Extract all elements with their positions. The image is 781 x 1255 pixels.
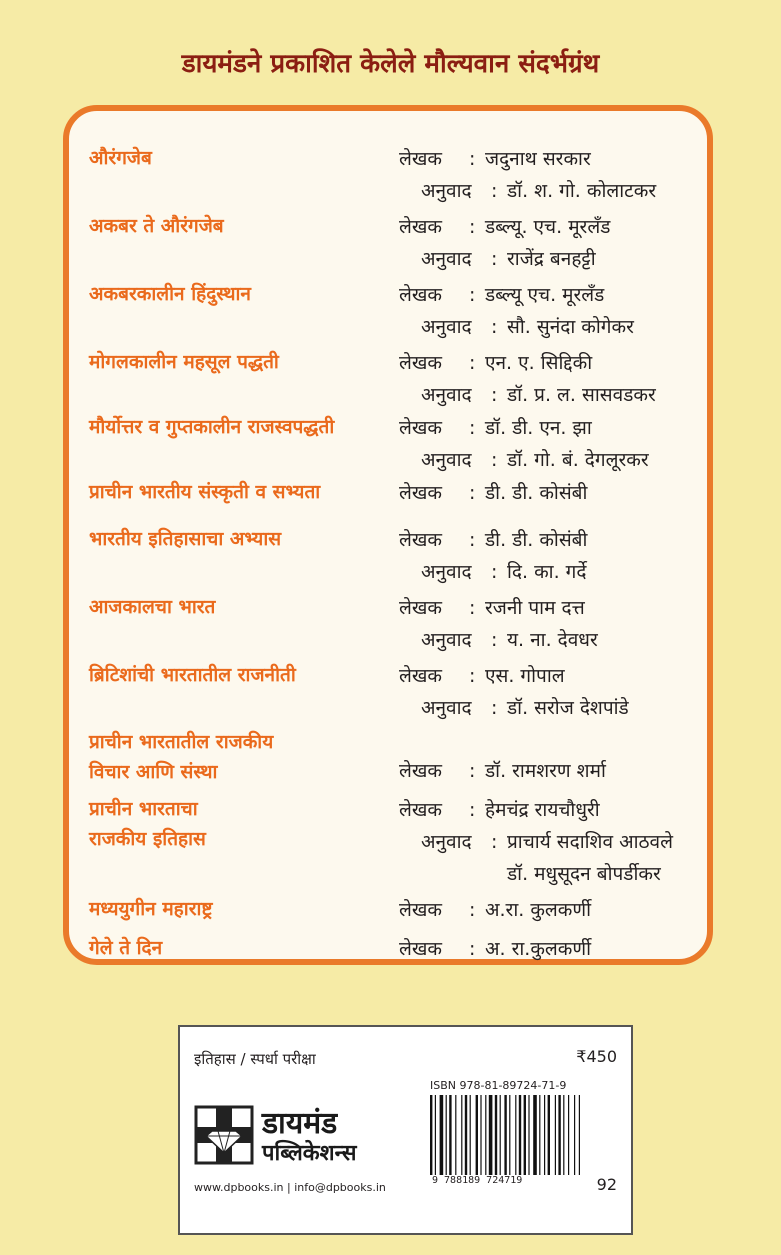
book-title-line: मध्ययुगीन महाराष्ट्र bbox=[89, 898, 213, 920]
credit-name: दि. का. गर्दे bbox=[507, 561, 587, 583]
credit-name: डॉ. गो. बं. देगलूरकर bbox=[507, 449, 649, 471]
credit-name: डॉ. श. गो. कोलाटकर bbox=[507, 180, 657, 202]
credit-row bbox=[399, 826, 719, 858]
barcode-bar bbox=[524, 1095, 526, 1175]
credit-name: डब्ल्यू एच. मूरलँड bbox=[485, 284, 605, 306]
book-title-line: मोगलकालीन महसूल पद्धती bbox=[89, 351, 279, 373]
credit-role: अनुवाद bbox=[421, 180, 472, 202]
book-credits bbox=[399, 279, 719, 343]
credit-row bbox=[399, 347, 719, 379]
credit-row bbox=[399, 794, 719, 826]
book-title-line: अकबरकालीन हिंदुस्थान bbox=[89, 283, 251, 305]
barcode-bar bbox=[539, 1095, 540, 1175]
credit-row bbox=[399, 624, 719, 656]
credit-separator: : bbox=[491, 629, 498, 651]
credit-separator: : bbox=[469, 417, 476, 439]
barcode-bar bbox=[430, 1095, 432, 1175]
credit-name: डॉ. प्र. ल. सासवडकर bbox=[507, 384, 656, 406]
book-title-line: राजकीय इतिहास bbox=[89, 828, 206, 850]
barcode-bar bbox=[555, 1095, 556, 1175]
barcode-bar bbox=[476, 1095, 478, 1175]
credit-role: लेखक bbox=[399, 482, 443, 504]
credit-row bbox=[399, 175, 719, 207]
barcode-bar bbox=[574, 1095, 575, 1175]
credit-role: लेखक bbox=[399, 760, 443, 782]
credit-role: अनुवाद bbox=[421, 316, 472, 338]
credit-separator: : bbox=[491, 697, 498, 719]
book-title-line: भारतीय इतिहासाचा अभ्यास bbox=[89, 528, 282, 550]
credit-separator: : bbox=[469, 938, 476, 960]
book-credits bbox=[399, 794, 719, 890]
credit-row bbox=[399, 692, 719, 724]
book-code: 92 bbox=[596, 1175, 617, 1194]
barcode-bar bbox=[489, 1095, 493, 1175]
barcode-bar bbox=[465, 1095, 467, 1175]
book-title-line: मौर्योत्तर व गुप्तकालीन राजस्वपद्धती bbox=[89, 416, 335, 438]
book-title bbox=[89, 143, 419, 173]
barcode-bar bbox=[548, 1095, 550, 1175]
credit-row bbox=[399, 933, 719, 965]
book-title-line: आजकालचा भारत bbox=[89, 596, 216, 618]
credit-name: अ.रा. कुलकर्णी bbox=[485, 899, 592, 921]
credit-name: राजेंद्र बनहट्टी bbox=[507, 248, 596, 270]
publisher-name: डायमंड bbox=[262, 1106, 338, 1141]
barcode-digits: 9 788189 724719 bbox=[432, 1175, 523, 1186]
book-title bbox=[89, 794, 419, 854]
book-credits bbox=[399, 660, 719, 724]
credit-separator: : bbox=[491, 316, 498, 338]
book-title bbox=[89, 279, 419, 309]
back-cover-box bbox=[178, 1025, 633, 1235]
book-credits bbox=[399, 477, 719, 509]
credit-separator: : bbox=[469, 216, 476, 238]
credit-separator: : bbox=[469, 665, 476, 687]
book-title-line: विचार आणि संस्था bbox=[89, 761, 218, 783]
credit-row bbox=[399, 556, 719, 588]
credit-name: हेमचंद्र रायचौधुरी bbox=[485, 799, 600, 821]
price-label: ₹450 bbox=[576, 1047, 617, 1066]
credit-separator: : bbox=[469, 352, 476, 374]
barcode-bar bbox=[563, 1095, 564, 1175]
credit-name: रजनी पाम दत्त bbox=[485, 597, 585, 619]
credit-role: अनुवाद bbox=[421, 697, 472, 719]
credit-name: सौ. सुनंदा कोगेकर bbox=[507, 316, 634, 338]
credit-row bbox=[399, 477, 719, 509]
credit-role: लेखक bbox=[399, 899, 443, 921]
credit-row bbox=[399, 894, 719, 926]
barcode-bar bbox=[528, 1095, 529, 1175]
book-title-line: गेले ते दिन bbox=[89, 937, 163, 959]
book-credits bbox=[399, 412, 719, 476]
book-title bbox=[89, 660, 419, 690]
credit-name: एन. ए. सिद्दिकी bbox=[485, 352, 593, 374]
credit-role: लेखक bbox=[399, 216, 443, 238]
barcode-bar bbox=[470, 1095, 471, 1175]
credit-name: डॉ. डी. एन. झा bbox=[485, 417, 592, 439]
credit-row bbox=[399, 412, 719, 444]
credit-separator: : bbox=[491, 561, 498, 583]
credit-name: डॉ. रामशरण शर्मा bbox=[485, 760, 606, 782]
credit-separator: : bbox=[491, 248, 498, 270]
barcode-bar bbox=[579, 1095, 580, 1175]
book-title bbox=[89, 211, 419, 241]
credit-role: अनुवाद bbox=[421, 831, 472, 853]
category-label: इतिहास / स्पर्धा परीक्षा bbox=[194, 1050, 316, 1068]
credit-role: लेखक bbox=[399, 597, 443, 619]
book-title-line: औरंगजेब bbox=[89, 147, 152, 169]
credit-row bbox=[399, 592, 719, 624]
book-title bbox=[89, 412, 419, 442]
isbn-label: ISBN 978-81-89724-71-9 bbox=[430, 1079, 567, 1092]
barcode-bar bbox=[544, 1095, 545, 1175]
credit-role: लेखक bbox=[399, 938, 443, 960]
book-credits bbox=[399, 933, 719, 965]
credit-row bbox=[399, 660, 719, 692]
credit-role: लेखक bbox=[399, 284, 443, 306]
barcode-bar bbox=[480, 1095, 481, 1175]
barcode-bar bbox=[519, 1095, 521, 1175]
credit-separator: : bbox=[491, 831, 498, 853]
credit-separator: : bbox=[491, 180, 498, 202]
credit-name: य. ना. देवधर bbox=[507, 629, 598, 651]
credit-name: प्राचार्य सदाशिव आठवले bbox=[507, 831, 673, 853]
book-credits bbox=[399, 524, 719, 588]
book-list-panel bbox=[63, 105, 713, 965]
credit-row bbox=[399, 379, 719, 411]
credit-row bbox=[399, 444, 719, 476]
credit-row bbox=[399, 279, 719, 311]
credit-separator: : bbox=[491, 449, 498, 471]
credit-role: अनुवाद bbox=[421, 561, 472, 583]
credit-separator: : bbox=[469, 529, 476, 551]
book-title-line: प्राचीन भारतातील राजकीय bbox=[89, 731, 274, 753]
credit-separator: : bbox=[469, 482, 476, 504]
barcode-bar bbox=[504, 1095, 506, 1175]
publisher-web: www.dpbooks.in | info@dpbooks.in bbox=[194, 1181, 386, 1194]
barcode-bar bbox=[455, 1095, 456, 1175]
credit-name: जदुनाथ सरकार bbox=[485, 148, 591, 170]
barcode-bar bbox=[495, 1095, 497, 1175]
credit-role: अनुवाद bbox=[421, 629, 472, 651]
credit-role: लेखक bbox=[399, 799, 443, 821]
credit-row bbox=[399, 755, 719, 787]
book-title-line: अकबर ते औरंगजेब bbox=[89, 215, 224, 237]
credit-role: अनुवाद bbox=[421, 384, 472, 406]
credit-separator: : bbox=[469, 899, 476, 921]
book-credits bbox=[399, 894, 719, 926]
barcode-bar bbox=[515, 1095, 516, 1175]
credit-role: लेखक bbox=[399, 529, 443, 551]
barcode-bar bbox=[500, 1095, 501, 1175]
credit-name: डब्ल्यू. एच. मूरलँड bbox=[485, 216, 611, 238]
book-credits bbox=[399, 592, 719, 656]
credit-row bbox=[399, 858, 719, 890]
book-title-line: प्राचीन भारताचा bbox=[89, 798, 198, 820]
credit-row bbox=[399, 243, 719, 275]
credit-separator: : bbox=[469, 148, 476, 170]
publisher-subname: पब्लिकेशन्स bbox=[262, 1141, 357, 1166]
credit-role: लेखक bbox=[399, 417, 443, 439]
book-title bbox=[89, 347, 419, 377]
credit-name: अ. रा.कुलकर्णी bbox=[485, 938, 592, 960]
barcode-bar bbox=[440, 1095, 444, 1175]
credit-row bbox=[399, 143, 719, 175]
book-credits bbox=[399, 143, 719, 207]
barcode-bar bbox=[435, 1095, 436, 1175]
credit-row bbox=[399, 524, 719, 556]
book-title bbox=[89, 894, 419, 924]
credit-name: डी. डी. कोसंबी bbox=[485, 529, 588, 551]
barcode-bar bbox=[446, 1095, 447, 1175]
credit-separator: : bbox=[469, 799, 476, 821]
credit-name: डॉ. सरोज देशपांडे bbox=[507, 697, 629, 719]
credit-separator: : bbox=[469, 284, 476, 306]
credit-separator: : bbox=[469, 597, 476, 619]
credit-role: लेखक bbox=[399, 665, 443, 687]
credit-role: अनुवाद bbox=[421, 449, 472, 471]
book-title-line: प्राचीन भारतीय संस्कृती व सभ्यता bbox=[89, 481, 321, 503]
barcode-bar bbox=[461, 1095, 462, 1175]
credit-role: लेखक bbox=[399, 352, 443, 374]
book-credits bbox=[399, 211, 719, 275]
book-title bbox=[89, 727, 419, 787]
barcode-bar bbox=[485, 1095, 486, 1175]
credit-role: लेखक bbox=[399, 148, 443, 170]
barcode-bar bbox=[558, 1095, 560, 1175]
credit-row bbox=[399, 211, 719, 243]
diamond-icon bbox=[194, 1105, 254, 1165]
credit-separator: : bbox=[469, 760, 476, 782]
book-title bbox=[89, 477, 419, 507]
book-credits bbox=[399, 347, 719, 411]
barcode-bar bbox=[568, 1095, 569, 1175]
book-title bbox=[89, 524, 419, 554]
barcode-bar bbox=[449, 1095, 451, 1175]
credit-separator: : bbox=[491, 384, 498, 406]
barcode bbox=[428, 1095, 593, 1175]
barcode-bar bbox=[533, 1095, 537, 1175]
book-credits bbox=[399, 755, 719, 787]
credit-row bbox=[399, 311, 719, 343]
page-title: डायमंडने प्रकाशित केलेले मौल्यवान संदर्भग्रंथ bbox=[181, 49, 600, 79]
book-title bbox=[89, 933, 419, 963]
barcode-bar bbox=[509, 1095, 510, 1175]
credit-name: एस. गोपाल bbox=[485, 665, 565, 687]
credit-name: डी. डी. कोसंबी bbox=[485, 482, 588, 504]
book-title bbox=[89, 592, 419, 622]
book-title-line: ब्रिटिशांची भारतातील राजनीती bbox=[89, 664, 296, 686]
credit-name: डॉ. मधुसूदन बोपर्डीकर bbox=[507, 863, 661, 885]
credit-role: अनुवाद bbox=[421, 248, 472, 270]
